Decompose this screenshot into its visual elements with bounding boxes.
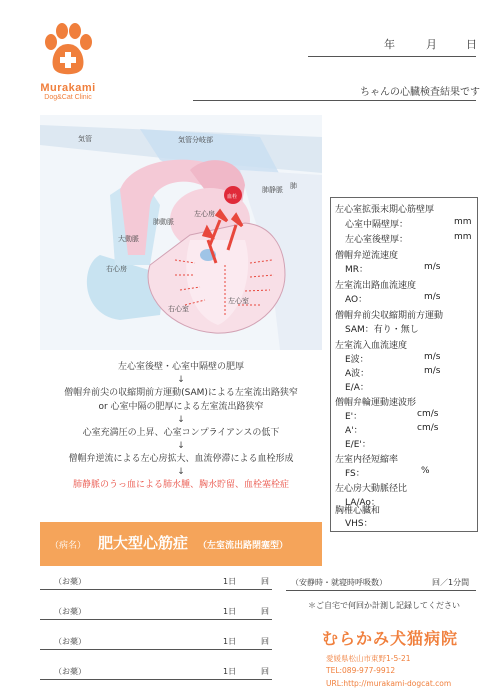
fs-label: FS： [345, 469, 365, 479]
medicine-label: （お薬） [54, 607, 86, 616]
medicine-label: （お薬） [54, 637, 86, 646]
la-label: LA/Ao： [345, 498, 380, 508]
flow-arrow: ↓ [177, 441, 185, 451]
mr-title: 僧帽弁逆流速度 [335, 251, 399, 261]
label-aorta: 大動脈 [118, 235, 139, 243]
clinic-logo [38, 22, 98, 102]
flow-step-2a: 僧帽弁前尖の収縮期前方運動(SAM)による左室流出路狭窄 [64, 388, 298, 398]
medicine-row[interactable] [40, 634, 272, 650]
flow-step-5: 肺静脈のうっ血による肺水腫、胸水貯留、血栓塞栓症 [72, 480, 289, 490]
title-underline [193, 100, 476, 101]
vhs-title: 胸椎心臓和 [335, 506, 381, 516]
label-left-ventricle: 左心室 [228, 297, 249, 305]
ivs-label: 心室中隔壁厚： [345, 220, 409, 230]
inflow-title: 左室流入血流速度 [335, 341, 408, 351]
respiration-underline [286, 590, 476, 591]
a-wave-label: A波： [345, 369, 370, 379]
flow-arrow: ↓ [177, 375, 185, 385]
clinic-address: 愛媛県松山市東野1-5-21 [326, 654, 411, 663]
medicine-times: 1日 [223, 637, 237, 646]
flow-arrow: ↓ [177, 467, 185, 477]
respiration-unit: 回／1分間 [432, 578, 470, 587]
paw-cross-icon [38, 22, 98, 78]
lv-wall-title: 左心室拡張末期心筋壁厚 [335, 205, 435, 215]
diagnosis-subtype: （左室流出路閉塞型） [198, 541, 289, 551]
flow-step-4: 僧帽弁逆流による左心房拡大、血流停滞による血栓形成 [68, 454, 294, 464]
tdi-title: 僧帽弁輪運動速波形 [335, 398, 417, 408]
a-prime-label: A'： [345, 426, 363, 436]
ao-label: AO： [345, 295, 368, 305]
ee-label: E/E'： [345, 440, 371, 450]
diagnosis-bar [40, 522, 322, 566]
sam-title: 僧帽弁前尖収縮期前方運動 [335, 311, 444, 321]
e-prime-unit: cm/s [417, 409, 439, 419]
flow-step-1: 左心室後壁・心室中隔壁の肥厚 [117, 362, 244, 372]
medicine-row[interactable] [40, 604, 272, 620]
month-label: 月 [426, 38, 437, 51]
logo-subtitle: Dog&Cat Clinic [44, 94, 92, 101]
label-left-atrium: 左心房 [194, 210, 215, 218]
sam-label: SAM：有り・無し [345, 325, 419, 335]
day-label: 日 [466, 38, 477, 51]
heart-diagram [40, 115, 322, 350]
e-prime-label: E'： [345, 412, 363, 422]
label-lung: 肺 [290, 182, 297, 190]
lvpw-unit: mm [454, 232, 472, 242]
year-label: 年 [384, 38, 395, 51]
clinic-tel[interactable]: TEL:089-977-9912 [326, 666, 396, 675]
ao-title: 左室流出路血流速度 [335, 281, 417, 291]
medicine-unit: 回 [261, 577, 269, 586]
a-wave-unit: m/s [424, 366, 441, 376]
fs-unit: % [421, 466, 430, 476]
vhs-label: VHS： [345, 519, 373, 529]
label-bronchi: 気管分岐部 [178, 136, 213, 144]
a-prime-unit: cm/s [417, 423, 439, 433]
respiration-note: ＊ご自宅で何回か計測し記録してください [308, 601, 460, 610]
heart-illustration [40, 115, 322, 350]
pathophysiology-flow [40, 360, 322, 492]
medicine-times: 1日 [223, 667, 237, 676]
mr-unit: m/s [424, 262, 441, 272]
respiration-label: （安静時・就寝時呼吸数） [291, 578, 387, 587]
logo-name: Murakami [40, 82, 96, 94]
echo-results-panel [330, 197, 478, 532]
medicine-unit: 回 [261, 637, 269, 646]
medicine-times: 1日 [223, 607, 237, 616]
ea-label: E/A： [345, 383, 369, 393]
label-right-ventricle: 右心室 [168, 305, 189, 313]
medicine-unit: 回 [261, 667, 269, 676]
flow-step-3: 心室充満圧の上昇、心室コンプライアンスの低下 [82, 428, 280, 438]
label-right-atrium: 右心房 [106, 265, 127, 273]
e-wave-unit: m/s [424, 352, 441, 362]
ao-unit: m/s [424, 292, 441, 302]
mr-label: MR： [345, 265, 369, 275]
medicine-label: （お薬） [54, 667, 86, 676]
fs-title: 左室内径短縮率 [335, 455, 399, 465]
diagnosis-label: （病名） [50, 541, 87, 551]
label-pulmonary-artery: 肺動脈 [153, 218, 174, 226]
ivs-unit: mm [454, 217, 472, 227]
e-wave-label: E波： [345, 355, 369, 365]
medicine-unit: 回 [261, 607, 269, 616]
clinic-url[interactable]: URL:http://murakami-dogcat.com [326, 679, 452, 688]
label-pulmonary-vein: 肺静脈 [262, 186, 283, 194]
date-underline [308, 56, 476, 57]
medicine-row[interactable] [40, 664, 272, 680]
lvpw-label: 左心室後壁厚： [345, 235, 409, 245]
result-title: ちゃんの心臓検査結果です [360, 87, 480, 98]
flow-arrow: ↓ [177, 415, 185, 425]
medicine-row[interactable] [40, 574, 272, 590]
medicine-times: 1日 [223, 577, 237, 586]
label-trachea: 気管 [78, 135, 92, 143]
clinic-name: むらかみ犬猫病院 [322, 629, 459, 648]
label-thrombus: 血栓 [227, 194, 238, 200]
flow-step-2b: or 心室中隔の肥厚による左室流出路狭窄 [98, 402, 264, 412]
la-title: 左心房大動脈径比 [335, 484, 408, 494]
medicine-label: （お薬） [54, 577, 86, 586]
diagnosis-name: 肥大型心筋症 [98, 534, 189, 552]
